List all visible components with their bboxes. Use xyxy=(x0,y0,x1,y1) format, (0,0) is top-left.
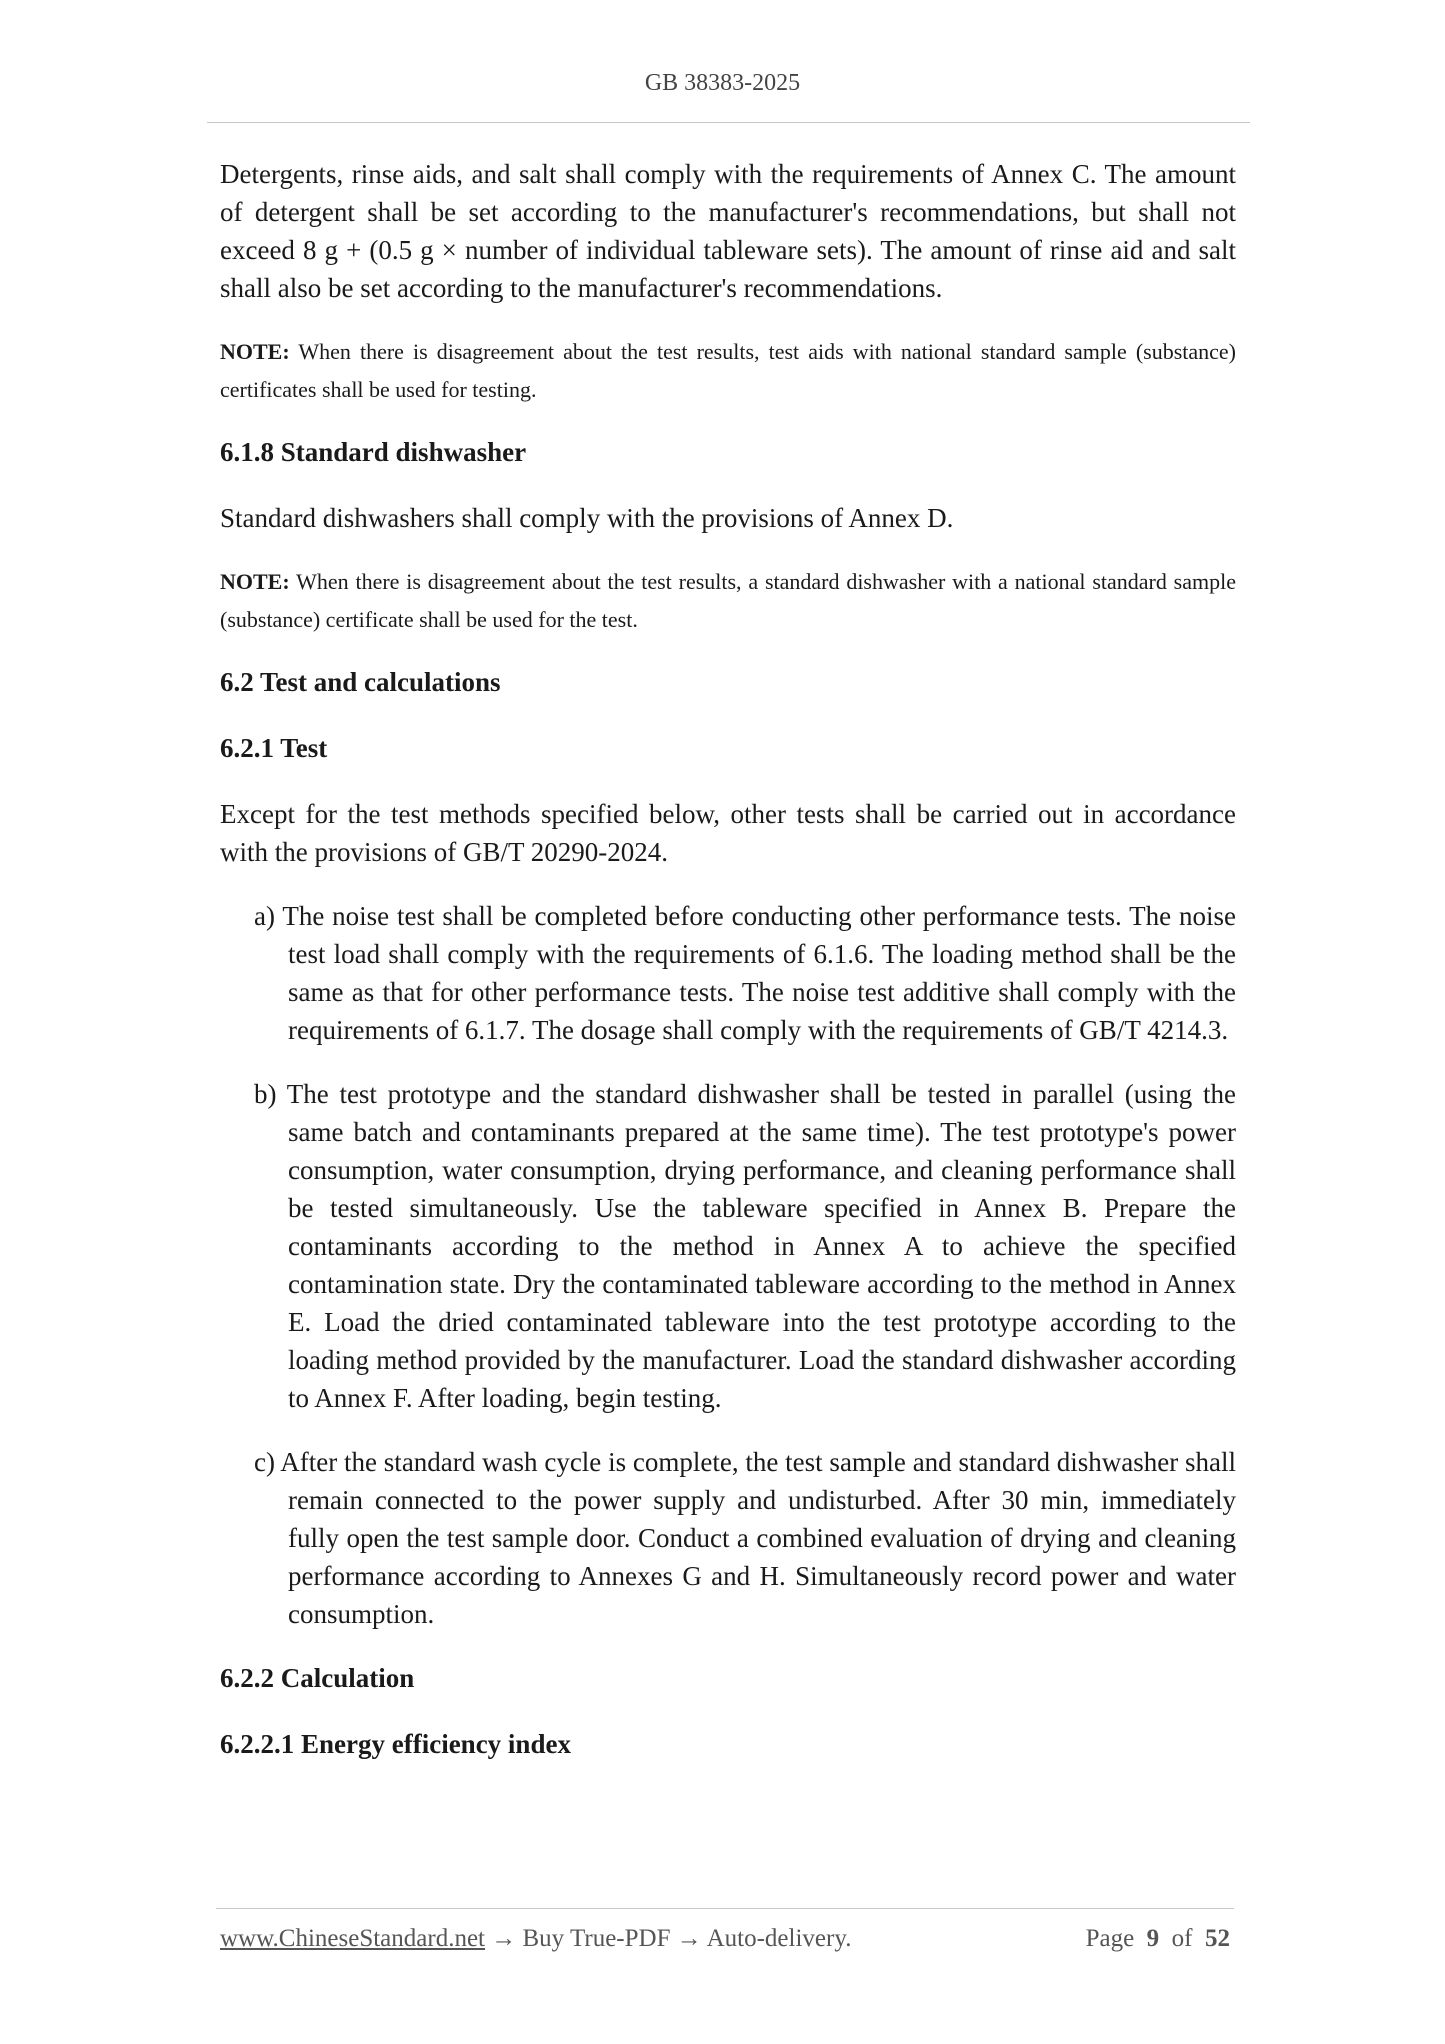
section-heading-6-2: 6.2 Test and calculations xyxy=(220,667,501,697)
document-body xyxy=(220,155,1236,1791)
section-heading-6-2-1: 6.2.1 Test xyxy=(220,733,328,763)
page-number xyxy=(1086,1925,1230,1953)
paragraph-detergents: Detergents, rinse aids, and salt shall comply with the requirements of Annex C. The amount of detergent shall be set according to the manufacturer's recommendations, but shall not exceed 8 g + (0.5 g × number of individual tableware sets). The amount of rinse aid and salt shall also be set according to the manufacturer's recommendations. xyxy=(220,159,1236,303)
note-label: NOTE: xyxy=(220,339,290,364)
section-heading-6-1-8: 6.1.8 Standard dishwasher xyxy=(220,437,527,467)
paragraph-standard-dishwasher: Standard dishwashers shall comply with the provisions of Annex D. xyxy=(220,503,954,533)
section-heading-6-2-2-1: 6.2.2.1 Energy efficiency index xyxy=(220,1729,571,1759)
website-link[interactable]: www.ChineseStandard.net xyxy=(220,1925,485,1952)
page-header: GB 38383-2025 xyxy=(644,70,801,96)
total-pages: 52 xyxy=(1205,1925,1230,1952)
list-item-c: c) After the standard wash cycle is complete, the test sample and standard dishwasher shall remain connected to the power supply and undisturbed. After 30 min, immediately fully open the test sample door. Conduct a combined evaluation of drying and cleaning performance according to Annexes G and H. Simultaneously record power and water consumption. xyxy=(254,1447,1236,1629)
note-standard-dishwasher xyxy=(220,563,1236,639)
buy-text: Buy True-PDF xyxy=(522,1925,671,1952)
note-label: NOTE: xyxy=(220,569,290,594)
paragraph-test-intro: Except for the test methods specified below, other tests shall be carried out in accordance with the provisions of GB/T 20290-2024. xyxy=(220,799,1236,867)
footer-divider xyxy=(216,1908,1234,1909)
note-text: When there is disagreement about the test results, test aids with national standard sample (substance) certificates shall be used for testing. xyxy=(220,339,1236,402)
list-item-a: a) The noise test shall be completed before conducting other performance tests. The noise test load shall comply with the requirements of 6.1.6. The loading method shall be the same as that for other performance tests. The noise test additive shall comply with the requirements of 6.1.7. The dosage shall comply with the requirements of GB/T 4214.3. xyxy=(254,901,1236,1045)
footer-promo xyxy=(220,1925,851,1953)
current-page: 9 xyxy=(1146,1925,1160,1952)
of-label: of xyxy=(1171,1925,1193,1952)
note-text: When there is disagreement about the test results, a standard dishwasher with a national standard sample (substance) certificate shall be used for the test. xyxy=(220,569,1236,632)
section-heading-6-2-2: 6.2.2 Calculation xyxy=(220,1663,415,1693)
delivery-text: Auto-delivery. xyxy=(706,1925,852,1952)
page-label: Page xyxy=(1085,1925,1135,1952)
arrow-right-icon: → xyxy=(485,1925,523,1952)
header-divider xyxy=(207,122,1250,123)
list-item-b: b) The test prototype and the standard dishwasher shall be tested in parallel (using the same batch and contaminants prepared at the same time). The test prototype's power consumption, water consumption, drying performance, and cleaning performance shall be tested simultaneously. Use the tableware specified in Annex B. Prepare the contaminants according to the method in Annex A to achieve the specified contamination state. Dry the contaminated tableware according to the method in Annex E. Load the dried contaminated tableware into the test prototype according to the loading method provided by the manufacturer. Load the standard dishwasher according to Annex F. After loading, begin testing. xyxy=(254,1079,1236,1413)
note-test-aids xyxy=(220,333,1236,409)
arrow-right-icon: → xyxy=(670,1925,707,1952)
